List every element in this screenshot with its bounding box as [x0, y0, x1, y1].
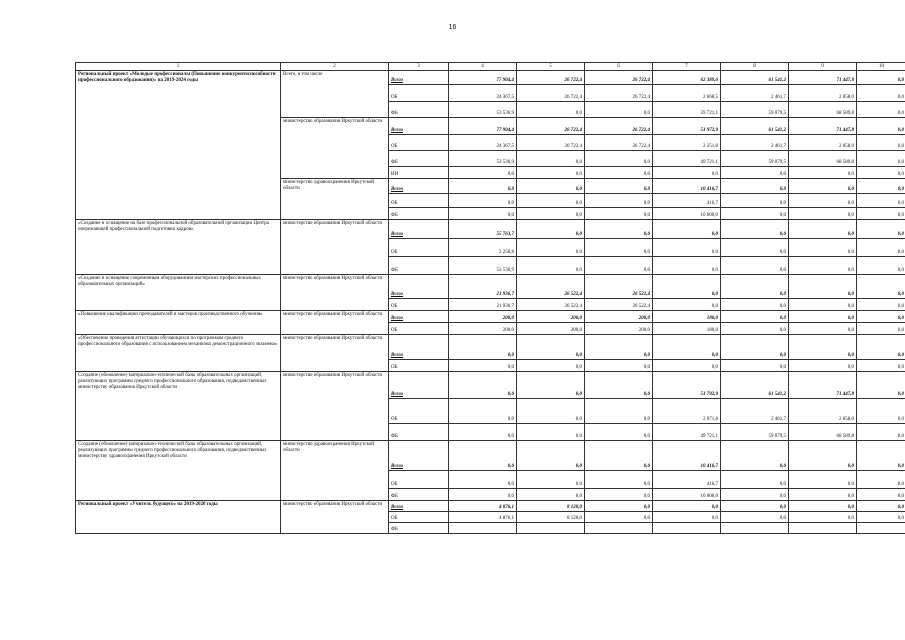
amount-cell: 24 367,5	[449, 135, 517, 151]
amount-cell: 0,0	[789, 167, 857, 179]
funding-source: ОБ	[389, 471, 449, 489]
amount-cell	[789, 523, 857, 534]
amount-cell: 0,0	[789, 323, 857, 335]
amount-cell	[857, 523, 905, 534]
funding-source: Всего	[389, 220, 449, 239]
amount-cell: 0,0	[789, 512, 857, 523]
amount-cell: 0,0	[857, 372, 905, 399]
column-number: 7	[653, 63, 721, 71]
table-row	[76, 501, 905, 512]
amount-cell: 0,0	[653, 275, 721, 299]
amount-cell: 0,0	[517, 239, 585, 257]
column-number: 1	[76, 63, 281, 71]
amount-cell: 200,0	[449, 323, 517, 335]
amount-cell: 0,0	[653, 512, 721, 523]
funding-source: Всего	[389, 335, 449, 360]
amount-cell: 0,0	[857, 311, 905, 323]
amount-cell: 26 722,4	[517, 71, 585, 85]
amount-cell: 0,0	[721, 360, 789, 372]
amount-cell: 68 589,8	[789, 424, 857, 441]
amount-cell: 0,0	[585, 151, 653, 167]
amount-cell: 53 536,9	[449, 102, 517, 118]
amount-cell: 0,0	[449, 424, 517, 441]
amount-cell: 0,0	[857, 118, 905, 135]
funding-source: ФБ	[389, 489, 449, 501]
activity-name: «Обеспечение проведения аттестации обучающихся по программам среднего профессионального образования с использованием механизма демонстрационного экзамена»	[76, 335, 281, 372]
amount-cell: 0,0	[653, 239, 721, 257]
table-row	[76, 71, 905, 85]
amount-cell: 0,0	[857, 151, 905, 167]
amount-cell: 0,0	[517, 167, 585, 179]
amount-cell: 0,0	[789, 489, 857, 501]
amount-cell: 0,0	[857, 239, 905, 257]
amount-cell: 24 367,5	[449, 85, 517, 102]
amount-cell: 0,0	[789, 335, 857, 360]
amount-cell: 0,0	[449, 179, 517, 194]
column-number: 9	[789, 63, 857, 71]
amount-cell: 0,0	[789, 360, 857, 372]
table-row	[76, 441, 905, 471]
amount-cell: 416,7	[653, 194, 721, 208]
responsible-executor: министерство образования Иркутской области	[281, 118, 389, 179]
responsible-executor: министерство здравоохранения Иркутской области	[281, 179, 389, 220]
amount-cell: 0,0	[857, 102, 905, 118]
amount-cell: 2 251,8	[653, 135, 721, 151]
amount-cell: 2 071,8	[653, 399, 721, 424]
funding-source: Всего	[389, 71, 449, 85]
amount-cell	[721, 523, 789, 534]
amount-cell: 0,0	[517, 194, 585, 208]
amount-cell: 0,0	[789, 471, 857, 489]
funding-source: ИИ	[389, 167, 449, 179]
amount-cell: 0,0	[857, 299, 905, 311]
amount-cell: 0,0	[857, 135, 905, 151]
funding-source: Всего	[389, 118, 449, 135]
column-number: 3	[389, 63, 449, 71]
amount-cell: 0,0	[449, 441, 517, 471]
amount-cell: 200,0	[585, 311, 653, 323]
amount-cell: 0,0	[585, 424, 653, 441]
funding-source: ФБ	[389, 151, 449, 167]
responsible-executor: министерство образования Иркутской области	[281, 275, 389, 311]
amount-cell: 26 722,4	[585, 135, 653, 151]
amount-cell: 10 000,0	[653, 489, 721, 501]
funding-source: ФБ	[389, 208, 449, 220]
funding-source: ОБ	[389, 399, 449, 424]
amount-cell: 0,0	[721, 208, 789, 220]
responsible-executor: министерство здравоохранения Иркутской области	[281, 441, 389, 501]
funding-source: ФБ	[389, 424, 449, 441]
amount-cell: 0,0	[721, 489, 789, 501]
amount-cell: 0,0	[789, 441, 857, 471]
amount-cell: 26 522,4	[585, 299, 653, 311]
amount-cell: 49 721,1	[653, 151, 721, 167]
amount-cell: 0,0	[653, 220, 721, 239]
amount-cell: 2 461,7	[721, 85, 789, 102]
amount-cell: 0,0	[653, 299, 721, 311]
amount-cell: 26 722,4	[585, 71, 653, 85]
funding-source: Всего	[389, 372, 449, 399]
funding-source: Всего	[389, 501, 449, 512]
activity-name: «Повышение квалификации преподавателей и мастеров производственного обучения»	[76, 311, 281, 335]
amount-cell: 0,0	[857, 85, 905, 102]
amount-cell: 0,0	[789, 257, 857, 275]
column-number: 4	[449, 63, 517, 71]
amount-cell: 0,0	[857, 179, 905, 194]
funding-source: ОБ	[389, 323, 449, 335]
amount-cell: 68 589,8	[789, 102, 857, 118]
amount-cell: 0,0	[585, 167, 653, 179]
amount-cell: 4 876,1	[449, 501, 517, 512]
amount-cell	[449, 523, 517, 534]
amount-cell: 55 763,7	[449, 220, 517, 239]
amount-cell: 0,0	[857, 71, 905, 85]
amount-cell: 0,0	[857, 489, 905, 501]
funding-source: ОБ	[389, 299, 449, 311]
amount-cell: 0,0	[721, 179, 789, 194]
amount-cell: 0,0	[857, 208, 905, 220]
amount-cell: 0,0	[517, 208, 585, 220]
column-number: 8	[721, 63, 789, 71]
amount-cell: 200,0	[449, 311, 517, 323]
amount-cell	[653, 523, 721, 534]
amount-cell: 0,0	[517, 424, 585, 441]
amount-cell: 8 128,0	[517, 512, 585, 523]
amount-cell: 77 904,4	[449, 71, 517, 85]
funding-source: Всего	[389, 179, 449, 194]
amount-cell: 0,0	[449, 471, 517, 489]
amount-cell: 0,0	[585, 501, 653, 512]
amount-cell: 77 904,4	[449, 118, 517, 135]
amount-cell: 200,0	[517, 311, 585, 323]
amount-cell: 0,0	[789, 208, 857, 220]
page-number: 16	[448, 24, 457, 31]
amount-cell: 0,0	[789, 311, 857, 323]
amount-cell: 0,0	[857, 257, 905, 275]
amount-cell: 26 722,4	[517, 135, 585, 151]
amount-cell: 51 792,9	[653, 372, 721, 399]
amount-cell: 200,0	[585, 323, 653, 335]
funding-source: ОБ	[389, 239, 449, 257]
amount-cell: 2 461,7	[721, 399, 789, 424]
amount-cell: 180,0	[653, 323, 721, 335]
table-row	[76, 275, 905, 299]
amount-cell: 0,0	[857, 501, 905, 512]
amount-cell: 0,0	[585, 372, 653, 399]
amount-cell: 0,0	[789, 220, 857, 239]
amount-cell: 71 447,8	[789, 71, 857, 85]
amount-cell: 53 536,9	[449, 257, 517, 275]
amount-cell: 21 936,7	[449, 275, 517, 299]
amount-cell: 8 128,0	[517, 501, 585, 512]
funding-source: ФБ	[389, 257, 449, 275]
amount-cell: 0,0	[857, 424, 905, 441]
amount-cell: 62 389,6	[653, 71, 721, 85]
amount-cell: 0,0	[585, 399, 653, 424]
amount-cell: 0,0	[585, 335, 653, 360]
amount-cell: 0,0	[789, 275, 857, 299]
funding-source: ОБ	[389, 512, 449, 523]
amount-cell: 2 250,8	[449, 239, 517, 257]
funding-source: ОБ	[389, 85, 449, 102]
amount-cell: 0,0	[585, 257, 653, 275]
amount-cell: 0,0	[789, 179, 857, 194]
funding-source: Всего	[389, 311, 449, 323]
amount-cell: 0,0	[721, 275, 789, 299]
amount-cell: 0,0	[721, 441, 789, 471]
amount-cell: 71 447,8	[789, 118, 857, 135]
budget-table	[75, 62, 905, 534]
funding-source: ОБ	[389, 360, 449, 372]
amount-cell: 2 668,5	[653, 85, 721, 102]
amount-cell: 0,0	[653, 167, 721, 179]
funding-source: ОБ	[389, 194, 449, 208]
responsible-executor: министерство образования Иркутской области	[281, 501, 389, 534]
amount-cell: 0,0	[517, 489, 585, 501]
amount-cell: 2 858,0	[789, 135, 857, 151]
amount-cell: 0,0	[517, 179, 585, 194]
amount-cell: 0,0	[857, 167, 905, 179]
amount-cell: 0,0	[517, 102, 585, 118]
amount-cell: 0,0	[585, 489, 653, 501]
amount-cell: 0,0	[789, 194, 857, 208]
amount-cell: 0,0	[721, 471, 789, 489]
column-number: 6	[585, 63, 653, 71]
column-number: 2	[281, 63, 389, 71]
amount-cell: 26 722,4	[517, 118, 585, 135]
amount-cell: 10 416,7	[653, 441, 721, 471]
activity-name: «Создание и оснащение на базе профессиональной образовательной организации Центра опережающей профессиональной подготовки кадров»	[76, 220, 281, 275]
amount-cell: 51 972,9	[653, 118, 721, 135]
amount-cell: 0,0	[585, 220, 653, 239]
amount-cell: 0,0	[517, 399, 585, 424]
table-row	[76, 311, 905, 323]
amount-cell: 0,0	[653, 335, 721, 360]
funding-source: ФБ	[389, 102, 449, 118]
responsible-executor: министерство образования Иркутской области	[281, 372, 389, 441]
funding-source: Всего	[389, 275, 449, 299]
amount-cell: 0,0	[721, 239, 789, 257]
amount-cell: 61 541,2	[721, 118, 789, 135]
amount-cell: 0,0	[789, 501, 857, 512]
amount-cell: 0,0	[721, 335, 789, 360]
amount-cell: 0,0	[857, 194, 905, 208]
column-number: 10	[857, 63, 905, 71]
amount-cell: 59 079,5	[721, 424, 789, 441]
amount-cell	[585, 523, 653, 534]
amount-cell: 0,0	[857, 441, 905, 471]
amount-cell: 0,0	[585, 102, 653, 118]
amount-cell: 0,0	[721, 257, 789, 275]
amount-cell: 49 721,1	[653, 424, 721, 441]
amount-cell: 0,0	[517, 220, 585, 239]
responsible-executor: министерство образования Иркутской области	[281, 220, 389, 275]
amount-cell: 61 541,2	[721, 71, 789, 85]
amount-cell: 0,0	[585, 239, 653, 257]
table-row	[76, 335, 905, 360]
amount-cell: 10 000,0	[653, 208, 721, 220]
amount-cell: 0,0	[653, 257, 721, 275]
amount-cell: 0,0	[449, 167, 517, 179]
amount-cell: 71 447,8	[789, 372, 857, 399]
amount-cell: 26 722,4	[585, 85, 653, 102]
amount-cell: 0,0	[585, 208, 653, 220]
amount-cell: 0,0	[857, 471, 905, 489]
amount-cell: 0,0	[653, 360, 721, 372]
amount-cell: 26 522,4	[585, 275, 653, 299]
amount-cell: 0,0	[517, 360, 585, 372]
amount-cell: 68 589,8	[789, 151, 857, 167]
amount-cell: 0,0	[585, 194, 653, 208]
amount-cell: 0,0	[857, 220, 905, 239]
column-number: 5	[517, 63, 585, 71]
amount-cell: 59 079,5	[721, 102, 789, 118]
amount-cell: 0,0	[789, 239, 857, 257]
amount-cell: 0,0	[653, 501, 721, 512]
activity-name: Региональный проект «Молодые профессионалы (Повышение конкурентоспособности профессионального образования)» на 2019-2024 годы	[76, 71, 281, 220]
activity-name: «Создание и оснащение современным оборудованием мастерских профессиональных образовательных организаций»	[76, 275, 281, 311]
amount-cell: 0,0	[585, 441, 653, 471]
amount-cell: 4 876,1	[449, 512, 517, 523]
amount-cell: 0,0	[857, 512, 905, 523]
amount-cell: 2 858,0	[789, 85, 857, 102]
amount-cell: 26 722,4	[585, 118, 653, 135]
amount-cell: 0,0	[857, 399, 905, 424]
amount-cell: 0,0	[721, 311, 789, 323]
amount-cell: 0,0	[517, 441, 585, 471]
amount-cell: 59 079,5	[721, 151, 789, 167]
amount-cell: 0,0	[449, 360, 517, 372]
amount-cell: 0,0	[585, 360, 653, 372]
amount-cell: 10 416,7	[653, 179, 721, 194]
amount-cell: 416,7	[653, 471, 721, 489]
amount-cell: 0,0	[517, 151, 585, 167]
amount-cell: 200,0	[517, 323, 585, 335]
amount-cell: 0,0	[857, 360, 905, 372]
amount-cell: 26 722,4	[517, 85, 585, 102]
amount-cell: 0,0	[449, 194, 517, 208]
amount-cell: 0,0	[585, 179, 653, 194]
table-row	[76, 220, 905, 239]
amount-cell: 26 522,4	[517, 275, 585, 299]
amount-cell: 53 536,9	[449, 151, 517, 167]
activity-name: Региональный проект «Учитель будущего» на 2019-2020 годы	[76, 501, 281, 534]
amount-cell: 21 936,7	[449, 299, 517, 311]
amount-cell: 0,0	[449, 399, 517, 424]
amount-cell: 2 461,7	[721, 135, 789, 151]
responsible-executor: министерство образования Иркутской области	[281, 335, 389, 372]
amount-cell: 59 721,1	[653, 102, 721, 118]
responsible-executor: Всего, в том числе	[281, 71, 389, 118]
amount-cell: 0,0	[721, 299, 789, 311]
amount-cell: 0,0	[585, 512, 653, 523]
amount-cell: 0,0	[857, 275, 905, 299]
amount-cell: 2 858,0	[789, 399, 857, 424]
amount-cell: 0,0	[517, 471, 585, 489]
amount-cell: 0,0	[721, 167, 789, 179]
funding-source: Всего	[389, 441, 449, 471]
activity-name: Создание (обновление) материально-технической базы образовательных организаций, реализующих программы среднего профессионального образования, подведомственных министерству здравоохранения Иркутской области	[76, 441, 281, 501]
funding-source: ОБ	[389, 135, 449, 151]
amount-cell: 26 522,4	[517, 299, 585, 311]
table-row	[76, 372, 905, 399]
amount-cell: 0,0	[585, 471, 653, 489]
amount-cell: 0,0	[857, 323, 905, 335]
amount-cell: 0,0	[449, 372, 517, 399]
amount-cell: 0,0	[449, 208, 517, 220]
amount-cell: 0,0	[517, 372, 585, 399]
responsible-executor: министерство образования Иркутской области	[281, 311, 389, 335]
amount-cell: 180,0	[653, 311, 721, 323]
amount-cell: 0,0	[517, 257, 585, 275]
amount-cell: 0,0	[721, 323, 789, 335]
column-number-row	[76, 63, 905, 71]
funding-source: ФБ	[389, 523, 449, 534]
amount-cell: 0,0	[721, 220, 789, 239]
amount-cell: 61 541,2	[721, 372, 789, 399]
amount-cell: 0,0	[721, 501, 789, 512]
amount-cell: 0,0	[721, 194, 789, 208]
amount-cell: 0,0	[789, 299, 857, 311]
amount-cell: 0,0	[517, 335, 585, 360]
amount-cell	[517, 523, 585, 534]
amount-cell: 0,0	[449, 489, 517, 501]
amount-cell: 0,0	[857, 335, 905, 360]
amount-cell: 0,0	[721, 512, 789, 523]
activity-name: Создание (обновление) материально-технической базы образовательных организаций, реализующих программы среднего профессионального образования, подведомственных министерству образования Иркутской области	[76, 372, 281, 441]
amount-cell: 0,0	[449, 335, 517, 360]
